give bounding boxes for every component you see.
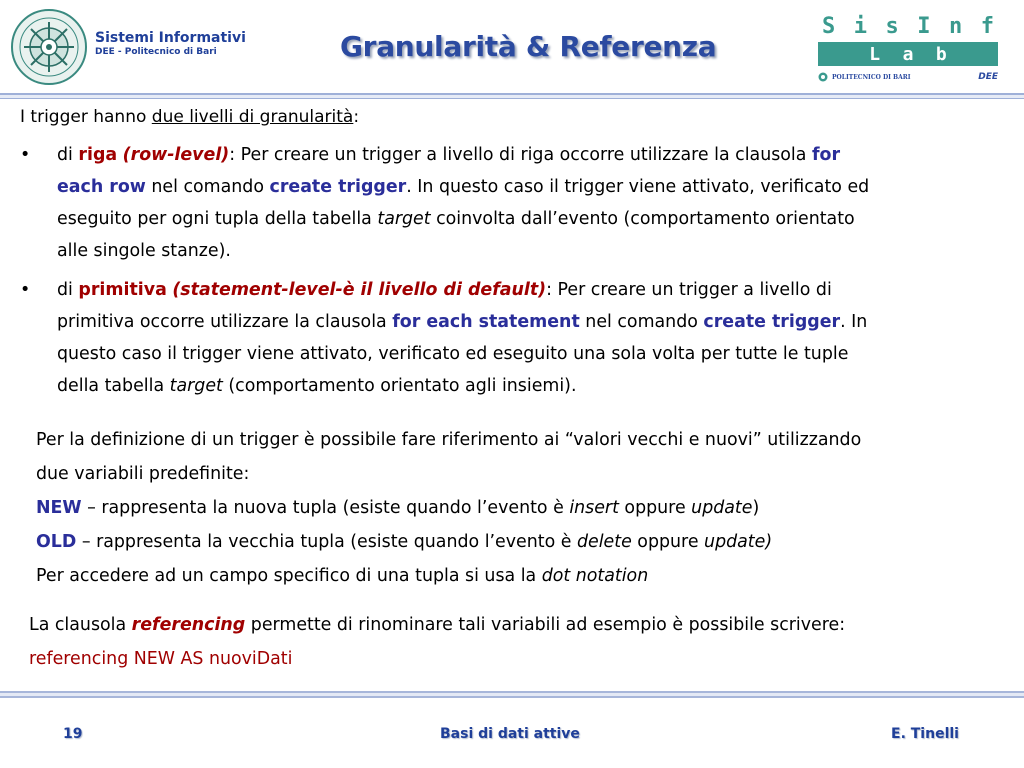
intro-colon: : <box>353 107 360 127</box>
intro-text: I trigger hanno <box>20 107 152 127</box>
keyword-for-each-statement: for each statement <box>392 312 580 332</box>
text-fragment: : Per creare un trigger a livello di <box>546 280 832 300</box>
text-fragment: primitiva occorre utilizzare la clausola <box>57 312 393 332</box>
bullet-marker: • <box>20 280 31 300</box>
italic-target: target <box>377 209 431 229</box>
text-fragment: : Per creare un trigger a livello di riga occorre utilizzare la clausola <box>229 145 812 165</box>
new-definition <box>36 491 1011 525</box>
text-fragment: permette di rinominare tali variabili ad esempio è possibile scrivere: <box>245 615 846 635</box>
lab-letter: a <box>902 43 914 65</box>
slide-title: Granularità & Referenza <box>340 30 717 63</box>
text-fragment: . In <box>840 312 868 332</box>
text-fragment: coinvolta dall’evento (comportamento orientato <box>430 209 855 229</box>
dee-mark: DEE <box>978 72 998 82</box>
keyword-each-row: each row <box>57 177 146 197</box>
intro-line <box>20 106 359 128</box>
italic-delete: delete <box>576 532 632 552</box>
text-line: due variabili predefinite: <box>36 464 250 484</box>
text-fragment: (comportamento orientato agli insiemi). <box>222 376 577 396</box>
lab-letter: i <box>853 14 867 39</box>
text-fragment: La clausola <box>29 615 132 635</box>
text-fragment: della tabella <box>57 376 170 396</box>
referencing-paragraph <box>29 608 1004 676</box>
referencing-line <box>29 608 1004 642</box>
lab-logo-footer <box>818 70 998 84</box>
lab-letter: S <box>822 14 836 39</box>
politecnico-mark <box>818 72 911 82</box>
keyword-statement-level: (statement-level-è il livello di default) <box>172 280 547 300</box>
bullet-marker: • <box>20 145 31 165</box>
text-fragment: ) <box>752 498 760 518</box>
slide-header <box>0 0 1024 92</box>
text-fragment: oppure <box>618 498 692 518</box>
lab-letter: b <box>935 43 947 65</box>
university-seal-icon <box>10 8 88 86</box>
italic-target: target <box>169 376 223 396</box>
text-fragment: . In questo caso il trigger viene attivato, verificato ed <box>406 177 870 197</box>
text-fragment: eseguito per ogni tupla della tabella <box>57 209 378 229</box>
variables-paragraph <box>36 423 1011 593</box>
keyword-new: NEW <box>36 498 82 518</box>
bullet-row-level <box>20 139 1005 267</box>
page-number: 19 <box>63 726 83 742</box>
text-fragment: di <box>57 280 79 300</box>
brand-name: Sistemi Informativi <box>95 30 246 46</box>
lab-letter: f <box>980 14 994 39</box>
italic-update: update) <box>704 532 773 552</box>
header-divider <box>0 93 1024 101</box>
lab-logo-bar <box>818 42 998 66</box>
text-fragment: Per accedere ad un campo specifico di una tupla si usa la <box>36 566 542 586</box>
keyword-create-trigger: create trigger <box>703 312 841 332</box>
dot-notation-line <box>36 559 1011 593</box>
footer-divider <box>0 690 1024 700</box>
italic-insert: insert <box>569 498 619 518</box>
author-name: E. Tinelli <box>891 726 959 742</box>
keyword-old: OLD <box>36 532 77 552</box>
text-fragment: oppure <box>631 532 705 552</box>
text-fragment: di <box>57 145 79 165</box>
brand-subtitle: DEE - Politecnico di Bari <box>95 47 217 57</box>
keyword-riga: riga <box>78 145 118 165</box>
text-fragment: questo caso il trigger viene attivato, verificato ed eseguito una sola volta per tutte le tuple <box>57 344 849 364</box>
course-title: Basi di dati attive <box>440 726 580 742</box>
keyword-referencing: referencing <box>131 615 246 635</box>
keyword-for: for <box>811 145 841 165</box>
politecnico-text: POLITECNICO DI BARI <box>832 73 911 81</box>
text-line: Per la definizione di un trigger è possibile fare riferimento ai “valori vecchi e nuovi” utilizzando <box>36 430 862 450</box>
bullet-statement-level <box>20 274 1005 402</box>
text-fragment: nel comando <box>579 312 704 332</box>
lab-letter: s <box>885 14 899 39</box>
intro-underlined: due livelli di granularità <box>151 107 354 127</box>
text-fragment: alle singole stanze). <box>57 241 231 261</box>
keyword-row-level: (row-level) <box>122 145 230 165</box>
bullet-text <box>57 274 1005 402</box>
lab-letter: L <box>869 43 881 65</box>
sisinf-lab-logo <box>818 14 998 84</box>
referencing-example: referencing NEW AS nuoviDati <box>29 649 293 669</box>
keyword-create-trigger: create trigger <box>269 177 407 197</box>
politecnico-seal-icon <box>818 72 828 82</box>
italic-dot-notation: dot notation <box>541 566 649 586</box>
lab-letter: n <box>949 14 963 39</box>
old-definition <box>36 525 1011 559</box>
bullet-text <box>57 139 1005 267</box>
brand-block <box>95 30 246 57</box>
text-fragment: – rappresenta la vecchia tupla (esiste quando l’evento è <box>76 532 577 552</box>
keyword-primitiva: primitiva <box>78 280 167 300</box>
italic-update: update <box>691 498 753 518</box>
slide-footer <box>0 724 1024 748</box>
text-fragment: nel comando <box>145 177 270 197</box>
lab-logo-letters-row <box>818 14 998 40</box>
lab-letter: I <box>917 14 931 39</box>
text-fragment: – rappresenta la nuova tupla (esiste quando l’evento è <box>81 498 570 518</box>
